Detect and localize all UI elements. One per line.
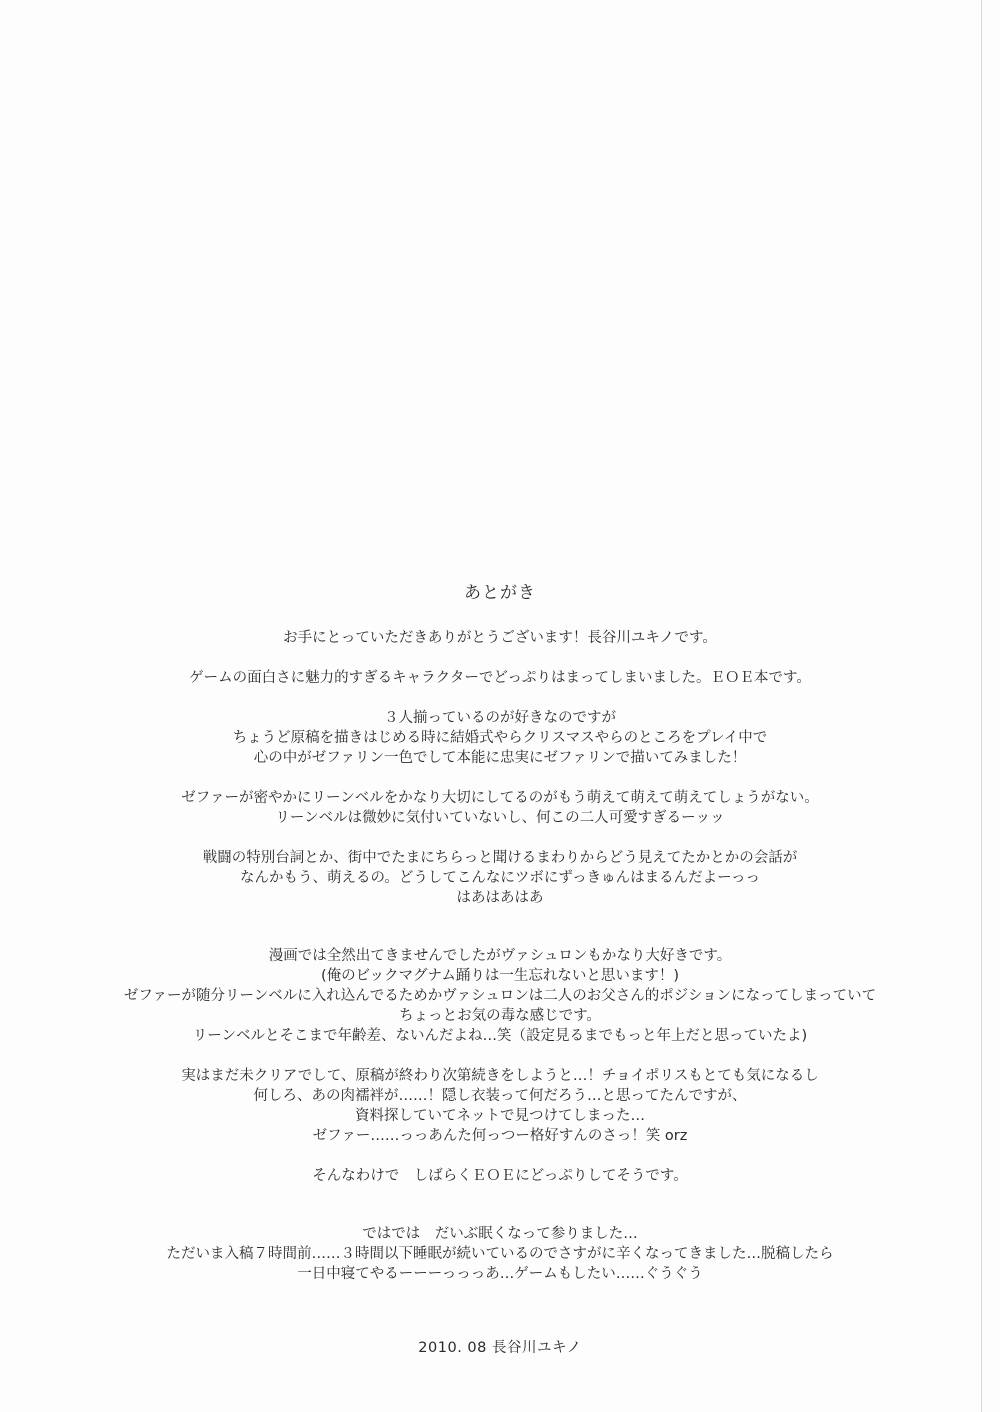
text-line: なんかもう、萌えるの。どうしてこんなにツボにずっきゅんはまるんだよーっっ: [240, 870, 760, 886]
text-line: ゲームの面白さに魅力的すぎるキャラクターでどっぷりはまってしまいました。ＥＯＥ本です。: [189, 670, 811, 686]
text-line: リーンベルは微妙に気付いていないし、何この二人可愛すぎるーッッ: [275, 810, 725, 826]
text-line: ちょうど原稿を描きはじめる時に結婚式やらクリスマスやらのところをプレイ中で: [232, 730, 768, 746]
text-line: リーンベルとそこまで年齢差、ないんだよね…笑（設定見るまでもっと年上だと思っていたよ): [192, 1028, 808, 1044]
afterword-body: [0, 628, 1000, 1284]
page-title: あとがき: [464, 583, 536, 603]
text-line: 心の中がゼファリン一色でして本能に忠実にゼファリンで描いてみました！: [253, 750, 747, 766]
paragraph-closing: [0, 1224, 1000, 1284]
text-line: ゼファーが密やかにリーンベルをかなり大切にしてるのがもう萌えて萌えて萌えてしょうがない。: [181, 790, 819, 806]
text-line: ゼファーが随分リーンベルに入れ込んでるためかヴァシュロンは二人のお父さん的ポジションになってしまっていて: [123, 988, 877, 1004]
paragraph-not-cleared: [0, 1066, 1000, 1146]
text-line: お手にとっていただきありがとうございます！長谷川ユキノです。: [283, 630, 717, 646]
paragraph-eoe-intro: [0, 668, 1000, 688]
text-line: はあはあはあ: [456, 890, 544, 906]
text-line: ただいま入稿７時間前……３時間以下睡眠が続いているのでさすがに辛くなってきました…脱稿したら: [166, 1246, 834, 1262]
text-line: そんなわけで しばらくＥＯＥにどっぷりしてそうです。: [312, 1168, 688, 1184]
paragraph-greeting: [0, 628, 1000, 648]
text-line: (俺のビックマグナム踊りは一生忘れないと思います！): [320, 968, 679, 984]
paragraph-so-anyway: [0, 1166, 1000, 1186]
paragraph-vashyron: [0, 946, 1000, 1046]
text-line: ゼファー……っっあんた何っつー格好すんのさっ！笑 orz: [312, 1128, 688, 1144]
signature-date: 2010. 08 長谷川ユキノ: [418, 1340, 582, 1356]
text-line: ３人揃っているのが好きなのですが: [384, 710, 616, 726]
paragraph-battle-dialogue: [0, 848, 1000, 908]
text-line: 戦闘の特別台詞とか、街中でたまにちらっと聞けるまわりからどう見えてたかとかの会話が: [202, 850, 798, 866]
text-line: 何しろ、あの肉襦袢が……！隠し衣装って何だろう…と思ってたんですが、: [253, 1088, 747, 1104]
text-line: ちょっとお気の毒な感じです。: [399, 1008, 601, 1024]
paragraph-three-characters: [0, 708, 1000, 768]
text-line: ではでは だいぶ眠くなって参りました…: [362, 1226, 638, 1242]
text-line: 漫画では全然出てきませんでしたがヴァシュロンもかなり大好きです。: [268, 948, 732, 964]
text-line: 実はまだ未クリアでして、原稿が終わり次第続きをしようと…！チョイポリスもとても気になるし: [181, 1068, 819, 1084]
text-line: 資料探していてネットで見つけてしまった…: [355, 1108, 645, 1124]
paragraph-zephyr-leanbell: [0, 788, 1000, 828]
text-line: 一日中寝てやるーーーっっっあ…ゲームもしたい……ぐうぐう: [297, 1266, 703, 1282]
